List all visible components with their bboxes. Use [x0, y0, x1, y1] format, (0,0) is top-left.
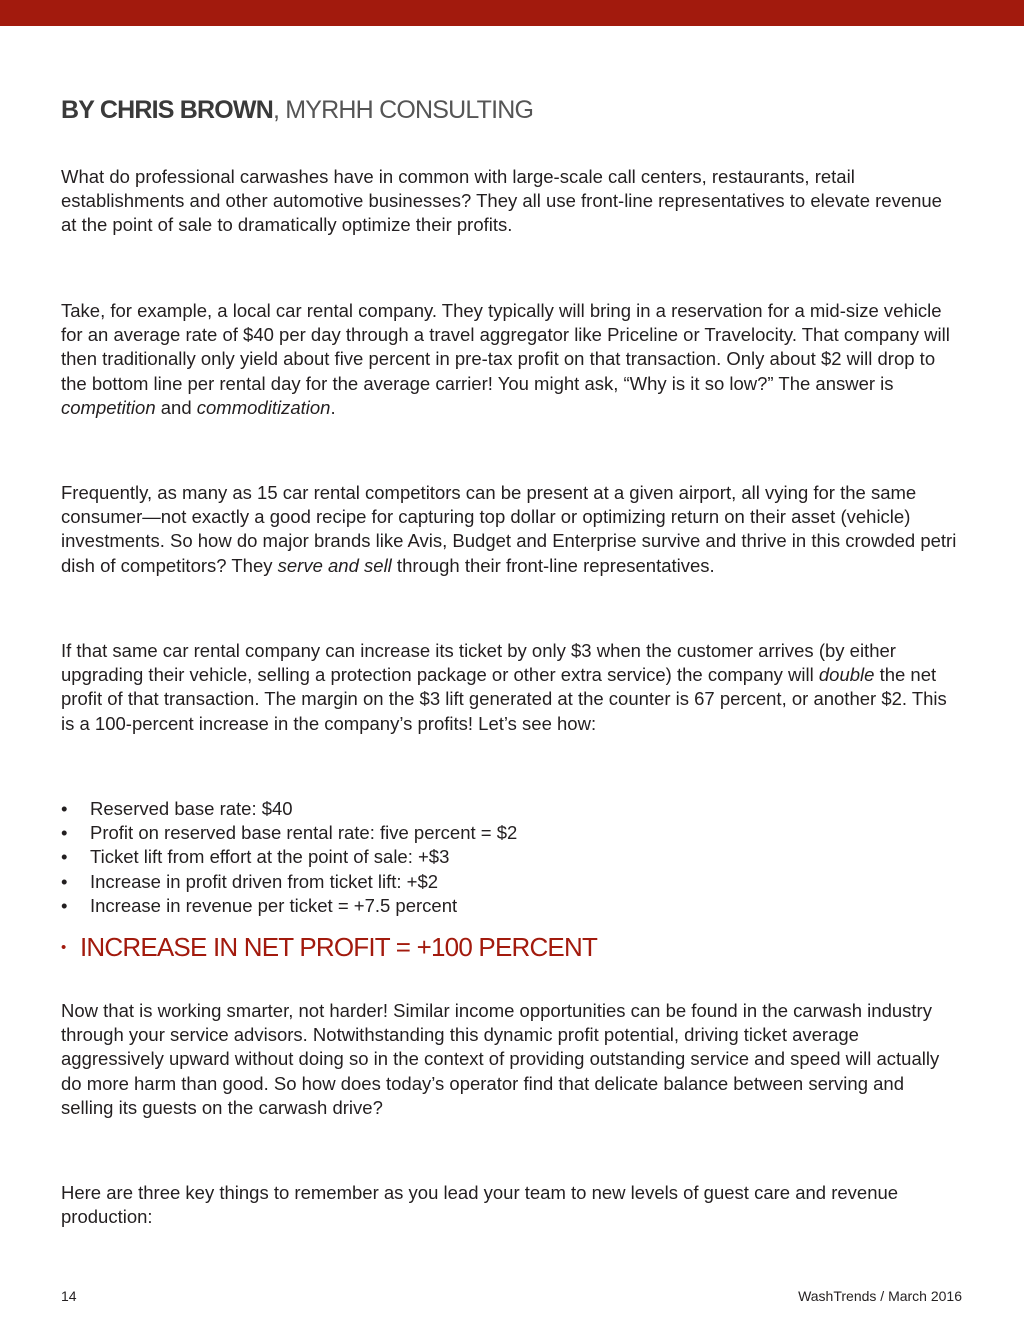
list-item-text: Profit on reserved base rental rate: five percent = $2	[90, 822, 518, 844]
list-item-text: Ticket lift from effort at the point of sale: +$3	[90, 846, 450, 868]
bullet-marker: •	[61, 798, 68, 819]
highlight-bullet-marker: •	[61, 939, 66, 956]
bullet-marker: •	[61, 822, 68, 844]
paragraph-2-text: Take, for example, a local car rental company. They typically will bring in a reservation for a mid-size vehicle for an average rate of $40 per day through a travel aggregator like Priceline or Travelocity. That company will then traditionally only yield about five percent in pre-tax profit on that transaction. Only about $2 will drop to the bottom line per rental day for the average carrier! You might ask, “Why is it so low?” The answer is	[61, 300, 950, 394]
emphasis-serve-and-sell: serve and sell	[277, 554, 392, 576]
paragraph-3	[61, 481, 961, 578]
bullet-marker: •	[61, 846, 68, 868]
bullet-marker: •	[61, 894, 68, 916]
list-item-text: Increase in revenue per ticket = +7.5 percent	[90, 894, 458, 916]
list-item	[61, 821, 961, 845]
emphasis-competition: competition	[61, 396, 156, 418]
page-number: 14	[61, 1288, 77, 1304]
paragraph-2	[61, 299, 961, 420]
paragraph-2-connector: and	[155, 396, 197, 418]
emphasis-commoditization: commoditization	[196, 396, 331, 418]
net-profit-highlight	[61, 930, 597, 965]
paragraph-2-end: .	[330, 396, 336, 418]
paragraph-4-end: the net profit of that transaction. The margin on the $3 lift generated at the counter is 67 percent, or another $2. This is a 100-percent increase in the company’s profits! Let’s see how:	[61, 664, 947, 734]
paragraph-1: What do professional carwashes have in common with large-scale call centers, restaurants, retail establishments and other automotive businesses? They all use front-line representatives to elevate revenue at the point of sale to dramatically optimize their profits.	[61, 166, 942, 236]
paragraph-6: Here are three key things to remember as you lead your team to new levels of guest care and revenue production:	[61, 1182, 899, 1228]
paragraph-3-end: through their front-line representatives.	[391, 554, 715, 576]
byline	[61, 94, 533, 126]
list-item	[61, 870, 961, 894]
list-item-text: Increase in profit driven from ticket lift: +$2	[90, 870, 439, 892]
byline-affiliation: MYRHH CONSULTING	[285, 96, 534, 124]
paragraph-5: Now that is working smarter, not harder! Similar income opportunities can be found in the carwash industry through your service advisors. Notwithstanding this dynamic profit potential, driving ticket average aggressively upward without doing so in the context of providing outstanding service and speed will actually do more harm than good. So how does today’s operator find that delicate balance between serving and selling its guests on the carwash drive?	[61, 1000, 940, 1118]
byline-author: BY CHRIS BROWN	[61, 96, 273, 124]
publication-footer: WashTrends / March 2016	[798, 1288, 962, 1304]
top-accent-bar	[0, 0, 1024, 26]
list-item-text: Reserved base rate: $40	[90, 798, 293, 819]
list-item	[61, 845, 961, 869]
highlight-text: INCREASE IN NET PROFIT = +100 PERCENT	[80, 932, 598, 962]
paragraph-4	[61, 639, 961, 736]
paragraph-3-text: Frequently, as many as 15 car rental competitors can be present at a given airport, all vying for the same consumer—not exactly a good recipe for capturing top dollar or optimizing return on their asset (vehicle) investments. So how do major brands like Avis, Budget and Enterprise survive and thrive in this crowded petri dish of competitors? They	[61, 482, 957, 576]
list-item	[61, 894, 961, 918]
bullet-marker: •	[61, 870, 68, 892]
profit-bullet-list	[61, 797, 961, 918]
paragraph-4-text: If that same car rental company can increase its ticket by only $3 when the customer arrives (by either upgrading their vehicle, selling a protection package or other extra service) the company will	[61, 640, 896, 686]
list-item	[61, 797, 961, 821]
emphasis-double: double	[818, 664, 875, 686]
byline-separator: ,	[272, 96, 286, 124]
